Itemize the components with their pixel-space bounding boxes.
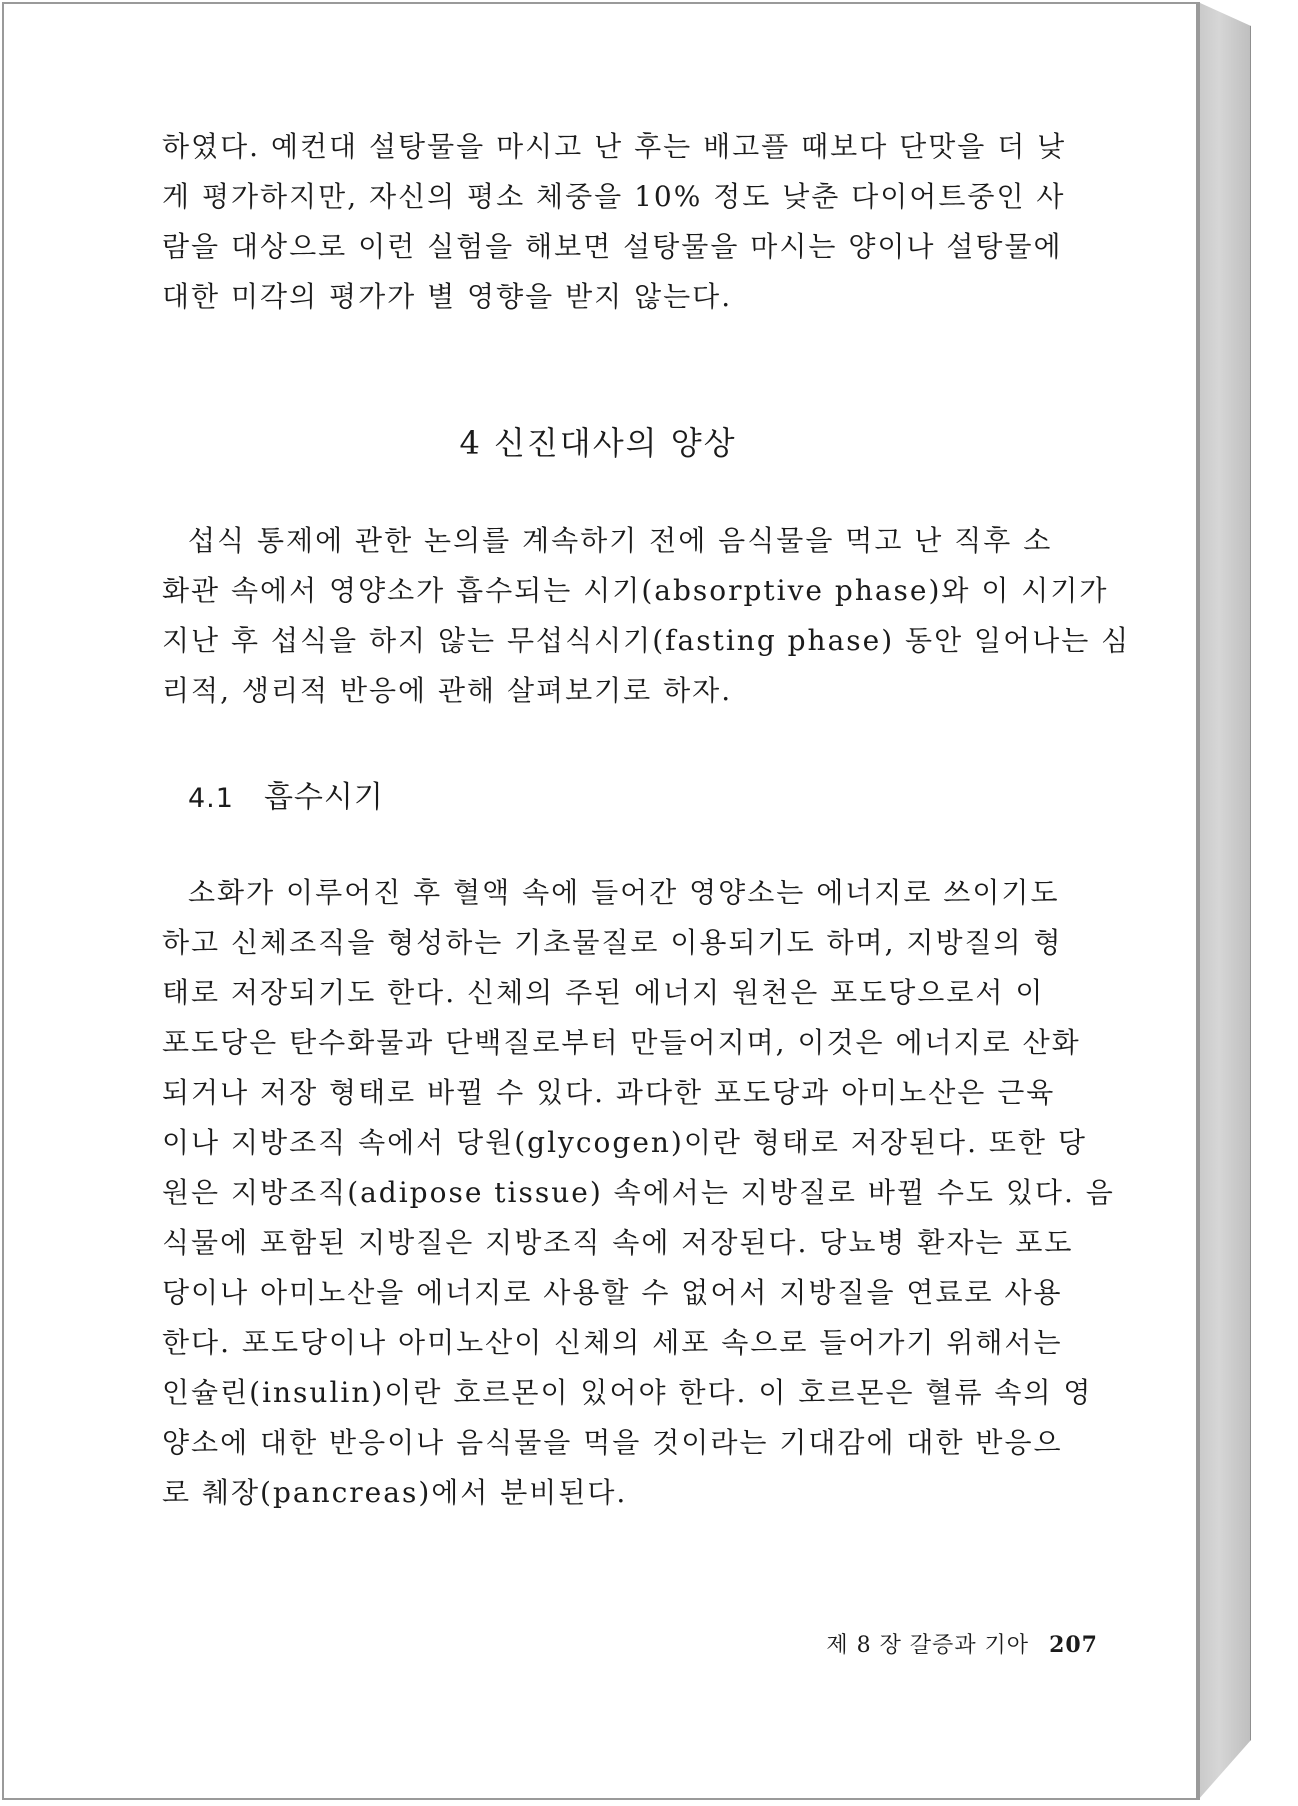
subsection-heading [188,772,384,816]
running-footer [826,1628,1098,1659]
paragraph-line: 화관 속에서 영양소가 흡수되는 시기(absorptive phase)와 이 시기가 [162,574,1109,607]
paragraph-line: 태로 저장되기도 한다. 신체의 주된 에너지 원천은 포도당으로서 이 [162,976,1045,1009]
paragraph-line: 양소에 대한 반응이나 음식물을 먹을 것이라는 기대감에 대한 반응으 [162,1426,1063,1459]
subsection-title: 흡수시기 [263,780,384,815]
paragraph-line: 게 평가하지만, 자신의 평소 체중을 10% 정도 낮춘 다이어트중인 사 [162,180,1066,213]
paragraph-line: 되거나 저장 형태로 바뀔 수 있다. 과다한 포도당과 아미노산은 근육 [162,1076,1056,1109]
paragraph-top [162,122,1067,322]
paragraph-line: 한다. 포도당이나 아미노산이 신체의 세포 속으로 들어가기 위해서는 [162,1326,1063,1359]
paragraph-line: 소화가 이루어진 후 혈액 속에 들어간 영양소는 에너지로 쓰이기도 [188,876,1060,909]
paragraph-line: 하고 신체조직을 형성하는 기초물질로 이용되기도 하며, 지방질의 형 [162,926,1063,959]
paragraph-line: 리적, 생리적 반응에 관해 살펴보기로 하자. [162,674,733,707]
section-title: 4 신진대사의 양상 [459,424,737,462]
paragraph-line: 이나 지방조직 속에서 당원(glycogen)이란 형태로 저장된다. 또한 당 [162,1126,1087,1159]
paragraph-line: 식물에 포함된 지방질은 지방조직 속에 저장된다. 당뇨병 환자는 포도 [162,1226,1074,1259]
paragraph-line: 람을 대상으로 이런 실험을 해보면 설탕물을 마시는 양이나 설탕물에 [162,230,1063,263]
paragraph-line: 인슐린(insulin)이란 호르몬이 있어야 한다. 이 호르몬은 혈류 속의 영 [162,1376,1093,1409]
paragraph-line: 섭식 통제에 관한 논의를 계속하기 전에 음식물을 먹고 난 직후 소 [188,524,1053,557]
paragraph-line: 당이나 아미노산을 에너지로 사용할 수 없어서 지방질을 연료로 사용 [162,1276,1063,1309]
subsection-number: 4.1 [188,783,234,814]
page-number: 207 [1049,1632,1098,1658]
page-spine-line [1198,2,1200,1800]
page-thickness-edge [1198,2,1251,1800]
paragraph-line: 지난 후 섭식을 하지 않는 무섭식시기(fasting phase) 동안 일어나는 심 [162,624,1131,657]
paragraph-line: 원은 지방조직(adipose tissue) 속에서는 지방질로 바뀔 수도 있다. 음 [162,1176,1115,1209]
paragraph-line: 로 췌장(pancreas)에서 분비된다. [162,1476,628,1509]
chapter-label: 제 8 장 갈증과 기아 [826,1633,1030,1658]
paragraph-line: 포도당은 탄수화물과 단백질로부터 만들어지며, 이것은 에너지로 산화 [162,1026,1081,1059]
paragraph-line: 대한 미각의 평가가 별 영향을 받지 않는다. [162,280,733,313]
paragraph-absorptive [162,868,1115,1518]
paragraph-line: 하였다. 예컨대 설탕물을 마시고 난 후는 배고플 때보다 단맛을 더 낮 [162,130,1067,163]
paragraph-intro [162,516,1131,716]
